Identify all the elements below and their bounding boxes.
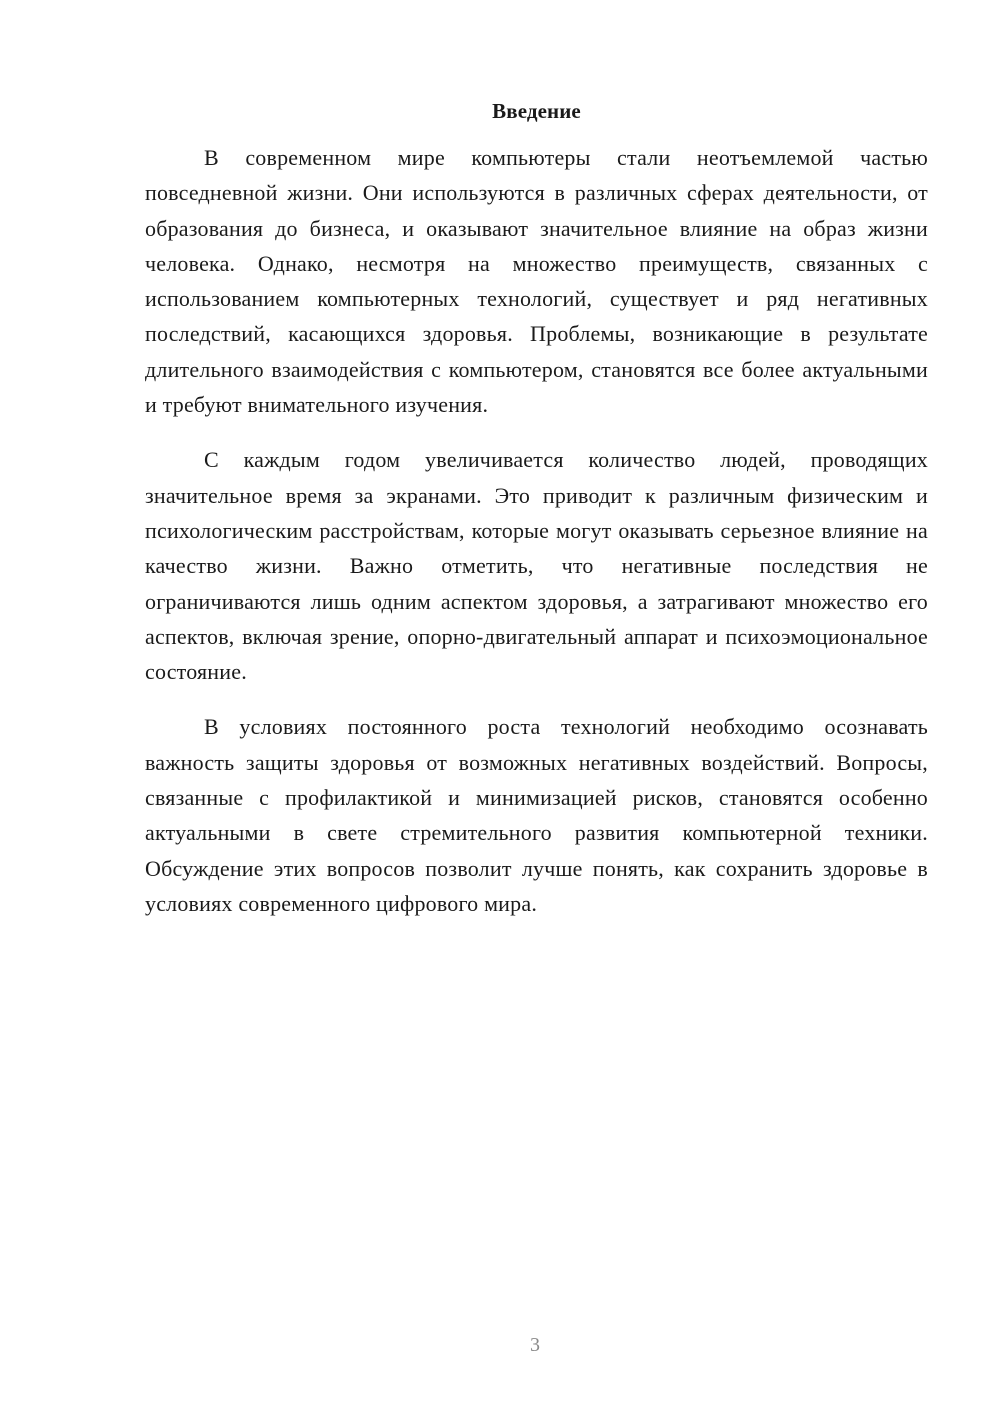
paragraph-1: В современном мире компьютеры стали неотъемлемой частью повседневной жизни. Они используются в различных сферах деятельности, от образования до бизнеса, и оказывают значительное влияние на образ жизни человека. Однако, несмотря на множество преимуществ, связанных с использованием компьютерных технологий, существует и ряд негативных последствий, касающихся здоровья. Проблемы, возникающие в результате длительного взаимодействия с компьютером, становятся все более актуальными и требуют внимательного изучения.	[145, 145, 928, 418]
paragraph-2: С каждым годом увеличивается количество людей, проводящих значительное время за экранами. Это приводит к различным физическим и психологическим расстройствам, которые могут оказывать серьезное влияние на качество жизни. Важно отметить, что негативные последствия не ограничиваются лишь одним аспектом здоровья, а затрагивают множество его аспектов, включая зрение, опорно-двигательный аппарат и психоэмоциональное состояние.	[145, 447, 928, 685]
paragraph-3: В условиях постоянного роста технологий необходимо осознавать важность защиты здоровья от возможных негативных воздействий. Вопросы, связанные с профилактикой и минимизацией рисков, становятся особенно актуальными в свете стремительного развития компьютерной техники. Обсуждение этих вопросов позволит лучше понять, как сохранить здоровье в условиях современного цифрового мира.	[145, 714, 928, 916]
section-heading: Введение	[492, 99, 581, 123]
page-number: 3	[530, 1334, 540, 1356]
page-content	[145, 96, 928, 921]
